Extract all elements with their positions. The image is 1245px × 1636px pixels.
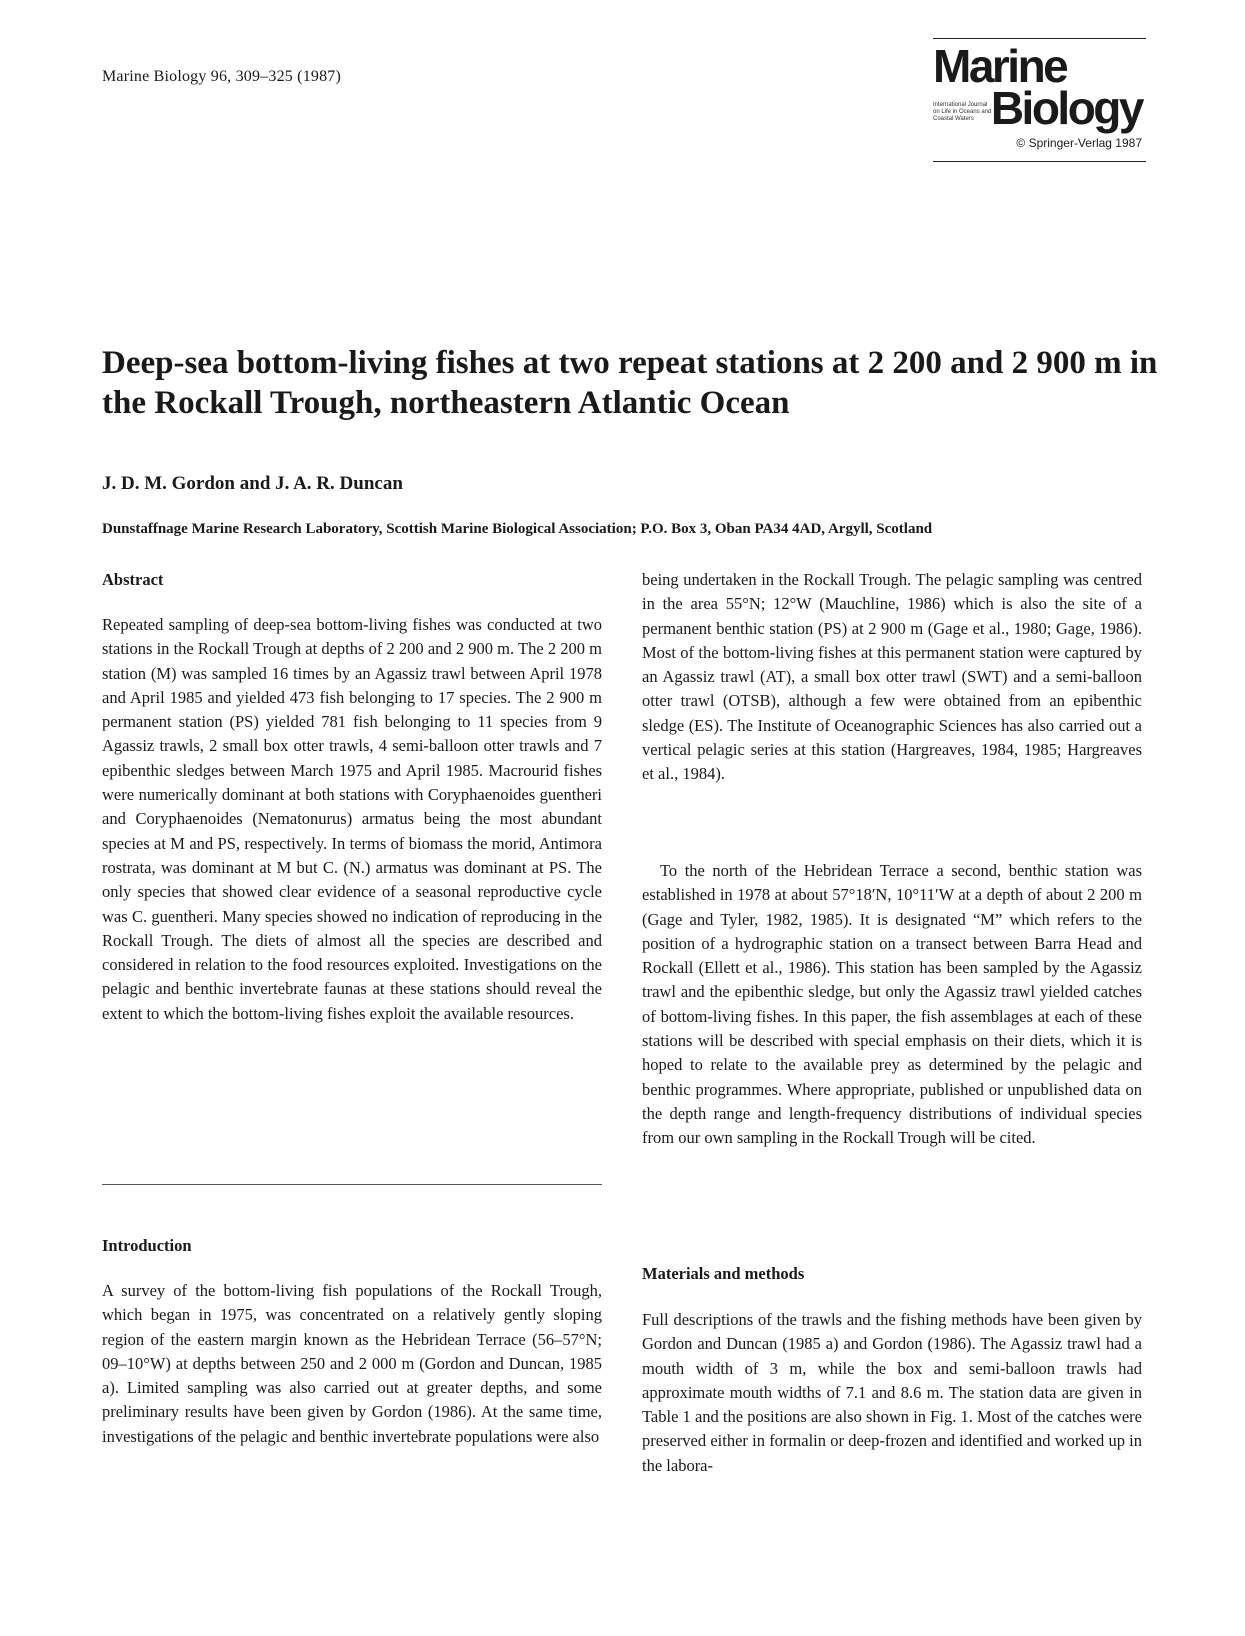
logo-marine: Marine: [933, 40, 1067, 92]
paper-title: Deep-sea bottom-living fishes at two repeat stations at 2 200 and 2 900 m in the Rockall Trough, northeastern Atlantic Ocean: [102, 345, 1158, 421]
introduction-text-right-1: being undertaken in the Rockall Trough. The pelagic sampling was centred in the area 55°N; 12°W (Mauchline, 1986) which is also the site of a permanent benthic station (PS) at 2 900 m (Gage et al., 1980; Gage, 1986). Most of the bottom-living fishes at this permanent station were captured by an Agassiz trawl (AT), a small box otter trawl (SWT) and a semi-balloon otter trawl (OTSB), although a few were obtained from an epibenthic sledge (ES). The Institute of Oceanographic Sciences has also carried out a vertical pelagic series at this station (Hargreaves, 1984, 1985; Hargreaves et al., 1984).: [642, 570, 1142, 784]
copyright: © Springer-Verlag 1987: [1016, 136, 1142, 150]
abstract-text: Repeated sampling of deep-sea bottom-living fishes was conducted at two stations in the Rockall Trough at depths of 2 200 and 2 900 m. The 2 200 m station (M) was sampled 16 times by an Agassiz trawl between April 1978 and April 1985 and yielded 473 fish belonging to 17 species. The 2 900 m permanent station (PS) yielded 781 fish belonging to 11 species from 9 Agassiz trawls, 2 small box otter trawls, 4 semi-balloon otter trawls and 7 epibenthic sledges between March 1975 and April 1985. Macrourid fishes were numerically dominant at both stations with Coryphaenoides guentheri and Coryphaenoides (Nematonurus) armatus being the most abundant species at M and PS, respectively. In terms of biomass the morid, Antimora rostrata, was dominant at M but C. (N.) armatus was dominant at PS. The only species that showed clear evidence of a seasonal reproductive cycle was C. guentheri. Many species showed no indication of reproducing in the Rockall Trough. The diets of almost all the species are described and considered in relation to the food resources exploited. Investigations on the pelagic and benthic invertebrate faunas at these stations should reveal the extent to which the bottom-living fishes exploit the available resources.: [102, 615, 602, 1023]
abstract-heading: Abstract: [102, 570, 164, 589]
introduction-text-left: A survey of the bottom-living fish populations of the Rockall Trough, which began in 1975, was concentrated on a relatively gently sloping region of the eastern margin known as the Hebridean Terrace (56–57°N; 09–10°W) at depths between 250 and 2 000 m (Gordon and Duncan, 1985 a). Limited sampling was also carried out at greater depths, and some preliminary results have been given by Gordon (1986). At the same time, investigations of the pelagic and benthic invertebrate populations were also: [102, 1281, 602, 1446]
abstract-divider: [102, 1184, 602, 1185]
methods-heading: Materials and methods: [642, 1264, 805, 1283]
authors: J. D. M. Gordon and J. A. R. Duncan: [102, 473, 403, 494]
journal-citation: Marine Biology 96, 309–325 (1987): [102, 68, 342, 85]
introduction-text-right-2: To the north of the Hebridean Terrace a second, benthic station was established in 1978 at about 57°18′N, 10°11′W at a depth of about 2 200 m (Gage and Tyler, 1982, 1985). It is designated “M” which refers to the position of a hydrographic station on a transect between Barra Head and Rockall (Ellett et al., 1986). This station has been sampled by the Agassiz trawl and the epibenthic sledge, but only the Agassiz trawl yielded catches of bottom-living fishes. In this paper, the fish assemblages at each of these stations will be described with special emphasis on their diets, which it is hoped to relate to the available prey as determined by the pelagic and benthic programmes. Where appropriate, published or unpublished data on the depth range and length-frequency distributions of individual species from our own sampling in the Rockall Trough will be cited.: [642, 861, 1142, 1148]
affiliation: Dunstaffnage Marine Research Laboratory, Scottish Marine Biological Association; P.O. Box 3, Oban PA34 4AD, Argyll, Scotland: [102, 521, 933, 537]
logo-biology: Biology: [990, 82, 1142, 134]
journal-logo: [933, 38, 1146, 162]
introduction-heading: Introduction: [102, 1236, 192, 1255]
methods-text: Full descriptions of the trawls and the fishing methods have been given by Gordon and Duncan (1985 a) and Gordon (1986). The Agassiz trawl had a mouth width of 3 m, while the box and semi-balloon trawls had approximate mouth widths of 7.1 and 8.6 m. The station data are given in Table 1 and the positions are also shown in Fig. 1. Most of the catches were preserved either in formalin or deep-frozen and identified and worked up in the labora-: [642, 1310, 1142, 1475]
logo-tagline: International Journal on Life in Oceans and Coastal Waters: [933, 102, 992, 122]
